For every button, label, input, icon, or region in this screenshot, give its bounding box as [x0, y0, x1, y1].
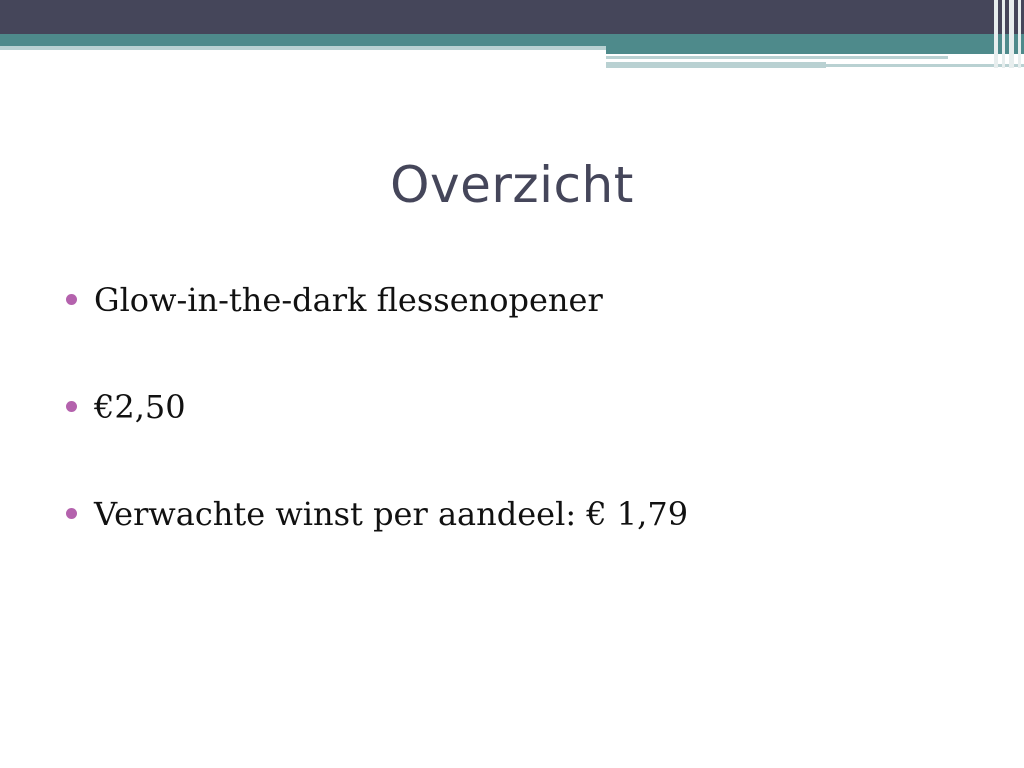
- bullet-text: Glow-in-the-dark flessenopener: [94, 281, 603, 319]
- header-accent-line: [606, 62, 826, 68]
- header-accent-line: [606, 56, 948, 59]
- slide-title: Overzicht: [390, 156, 634, 214]
- header-dark-bar: [0, 0, 1024, 34]
- bullet-text: €2,50: [94, 388, 186, 426]
- bullet-item: [66, 280, 688, 387]
- bullet-item: [66, 494, 688, 601]
- header-stripes: [990, 0, 1024, 68]
- bullet-item: [66, 387, 688, 494]
- bullet-icon: [66, 294, 77, 305]
- bullet-list: [66, 280, 688, 601]
- header-right-block: [606, 46, 1024, 54]
- bullet-text: Verwachte winst per aandeel: € 1,79: [94, 495, 689, 533]
- header-teal-bar: [0, 34, 1024, 46]
- header-light-bar: [0, 46, 606, 50]
- bullet-icon: [66, 508, 77, 519]
- bullet-icon: [66, 401, 77, 412]
